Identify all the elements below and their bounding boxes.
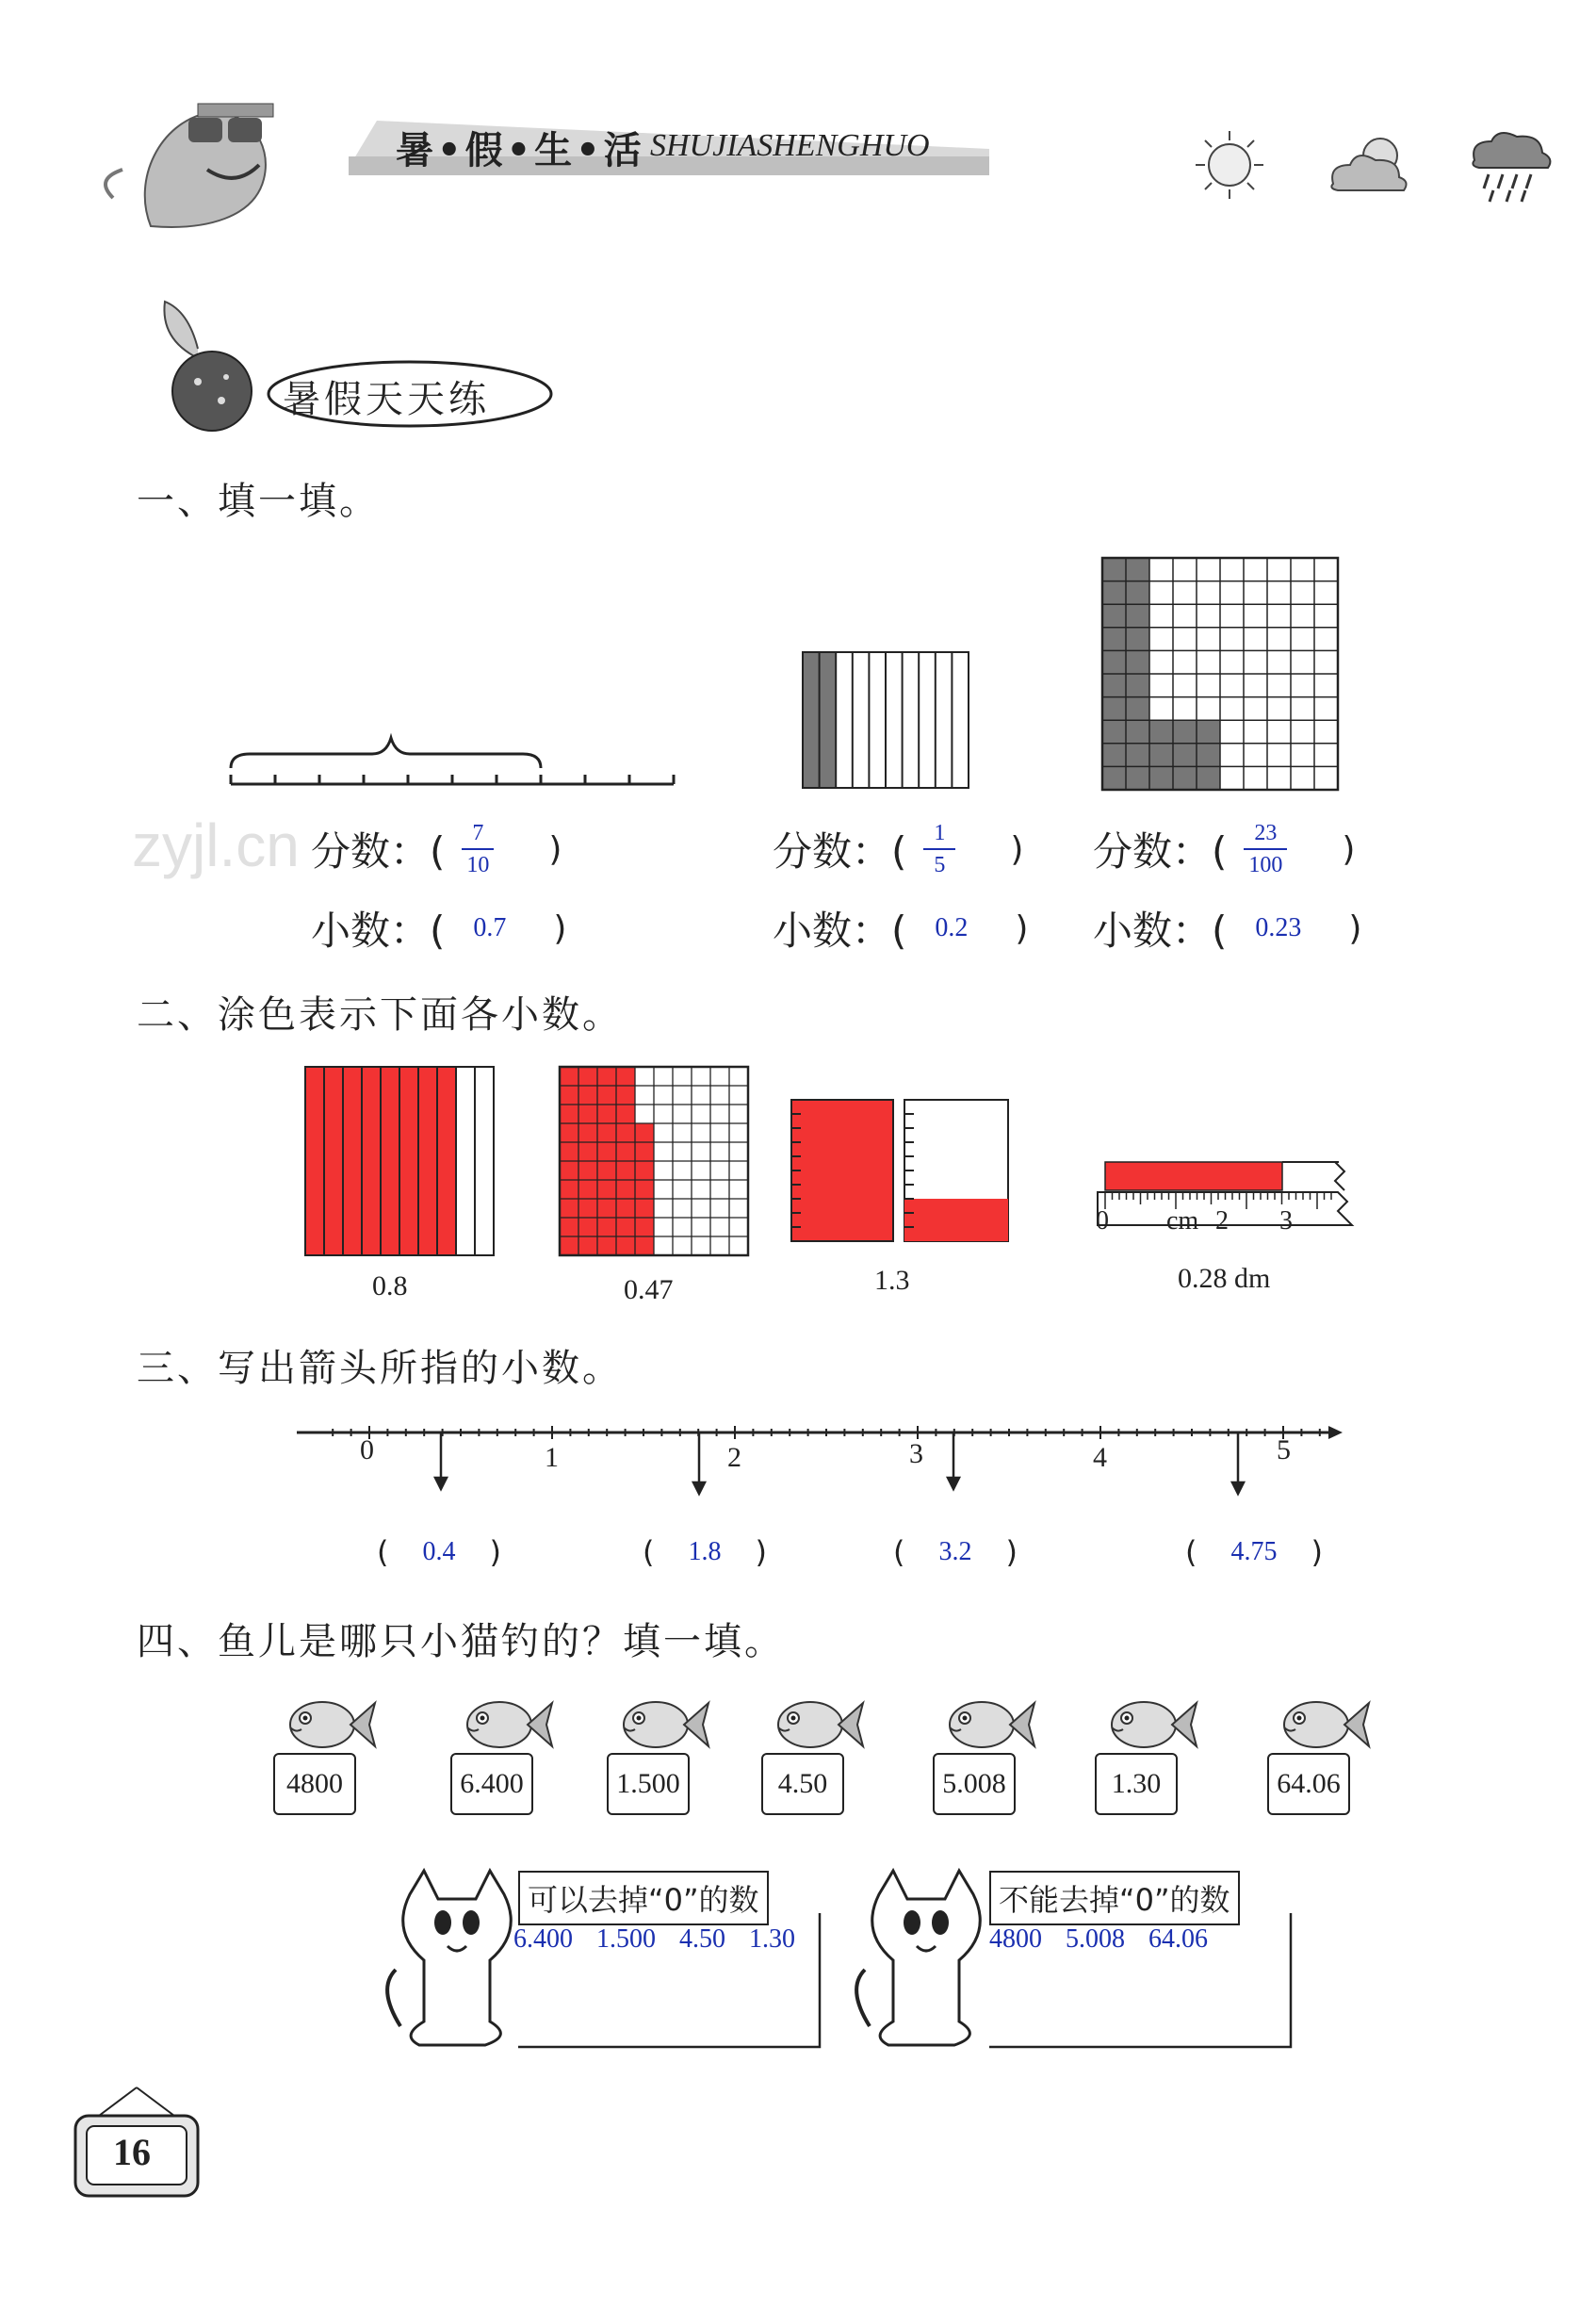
axis-label-0: 0 bbox=[360, 1434, 374, 1465]
fish-icon bbox=[942, 1692, 1036, 1758]
caption-0.28dm: 0.28 dm bbox=[1178, 1263, 1271, 1294]
header-subtitle: SHUJIASHENGHUO bbox=[650, 128, 930, 163]
decimal-answer-2: 小数：( 0.2 ) bbox=[773, 908, 1029, 954]
axis-label-5: 5 bbox=[1277, 1434, 1291, 1465]
tenths-strip-diagram bbox=[801, 650, 970, 790]
rain-icon bbox=[1465, 123, 1559, 207]
fraction-answer-3: 分数：( $\frac{23}{100}$ ) bbox=[1093, 821, 1356, 877]
can-remove-answers: 6.400 1.500 4.50 1.30 bbox=[513, 1924, 795, 1954]
fish-number-card: 64.06 bbox=[1267, 1753, 1350, 1815]
shade-bars-1.3 bbox=[790, 1098, 1012, 1243]
fish-number-card: 4800 bbox=[273, 1753, 356, 1815]
section3-title: 三、写出箭头所指的小数。 bbox=[137, 1347, 623, 1390]
fish-icon bbox=[616, 1692, 710, 1758]
arrow-answer-2: ( 1.8 ) bbox=[643, 1534, 767, 1570]
header-mascot-illustration bbox=[94, 66, 292, 236]
badge-label: 暑假天天练 bbox=[283, 378, 490, 421]
sun-icon bbox=[1192, 127, 1267, 203]
watermark: zyjl.cn bbox=[132, 811, 300, 879]
fraction-value: $\frac{23}{100}$ bbox=[1244, 820, 1287, 878]
cat-right-icon bbox=[841, 1866, 1002, 2054]
hundred-grid-diagram bbox=[1100, 556, 1340, 792]
fish-number-card: 6.400 bbox=[450, 1753, 533, 1815]
cannot-remove-title: 不能去掉“0”的数 bbox=[989, 1871, 1240, 1925]
axis-label-4: 4 bbox=[1093, 1442, 1107, 1473]
ruler-unit-label: cm bbox=[1166, 1206, 1199, 1236]
decimal-answer-1: 小数：( 0.7 ) bbox=[311, 908, 567, 954]
fraction-label: 分数：( bbox=[311, 828, 446, 875]
fraction-label: 分数：( bbox=[1093, 828, 1228, 875]
fish-number-card: 5.008 bbox=[933, 1753, 1016, 1815]
can-remove-title: 可以去掉“0”的数 bbox=[518, 1871, 769, 1925]
arrow-answer-4: ( 4.75 ) bbox=[1185, 1534, 1323, 1570]
partly-cloudy-icon bbox=[1324, 132, 1418, 198]
cannot-remove-answers: 4800 5.008 64.06 bbox=[989, 1924, 1208, 1954]
fraction-answer-2: 分数：( $\frac{1}{5}$ ) bbox=[773, 821, 1024, 877]
number-line-diagram bbox=[226, 730, 678, 796]
decimal-value: 0.2 bbox=[935, 913, 969, 942]
axis-label-3: 3 bbox=[909, 1438, 923, 1469]
axis-label-2: 2 bbox=[727, 1442, 741, 1473]
ruler-tick-0: 0 bbox=[1096, 1206, 1109, 1236]
decimal-value: 0.23 bbox=[1255, 913, 1302, 942]
decimal-answer-3: 小数：( 0.23 ) bbox=[1093, 908, 1362, 954]
number-axis bbox=[292, 1414, 1347, 1508]
fish-icon bbox=[460, 1692, 554, 1758]
fish-icon bbox=[1277, 1692, 1371, 1758]
page-number: 16 bbox=[113, 2131, 151, 2173]
fish-icon bbox=[1104, 1692, 1198, 1758]
ruler-tick-3: 3 bbox=[1279, 1206, 1293, 1236]
fish-number-card: 4.50 bbox=[761, 1753, 844, 1815]
fraction-answer-1: 分数：( $\frac{7}{10}$ ) bbox=[311, 821, 562, 877]
ruler-tick-2: 2 bbox=[1215, 1206, 1229, 1236]
arrow-answer-3: ( 3.2 ) bbox=[893, 1534, 1018, 1570]
arrow-answer-1: ( 0.4 ) bbox=[377, 1534, 501, 1570]
shade-tenths-0.8 bbox=[303, 1065, 496, 1257]
caption-0.8: 0.8 bbox=[372, 1270, 408, 1301]
cat-left-icon bbox=[372, 1866, 532, 2054]
axis-label-1: 1 bbox=[545, 1442, 559, 1473]
fraction-value: $\frac{7}{10}$ bbox=[462, 820, 494, 878]
section2-title: 二、涂色表示下面各小数。 bbox=[137, 993, 623, 1037]
fish-number-card: 1.30 bbox=[1095, 1753, 1178, 1815]
section1-title: 一、填一填。 bbox=[137, 480, 380, 523]
header-title: 暑•假•生•活 bbox=[396, 129, 645, 172]
section4-title: 四、鱼儿是哪只小猫钓的？填一填。 bbox=[137, 1620, 785, 1663]
fish-icon bbox=[283, 1692, 377, 1758]
decimal-value: 0.7 bbox=[473, 913, 507, 942]
fish-icon bbox=[771, 1692, 865, 1758]
shade-hundredths-0.47 bbox=[558, 1065, 750, 1257]
caption-1.3: 1.3 bbox=[874, 1265, 910, 1296]
fraction-value: $\frac{1}{5}$ bbox=[923, 820, 955, 878]
caption-0.47: 0.47 bbox=[624, 1274, 674, 1305]
fish-number-card: 1.500 bbox=[607, 1753, 690, 1815]
fraction-label: 分数：( bbox=[773, 828, 907, 875]
